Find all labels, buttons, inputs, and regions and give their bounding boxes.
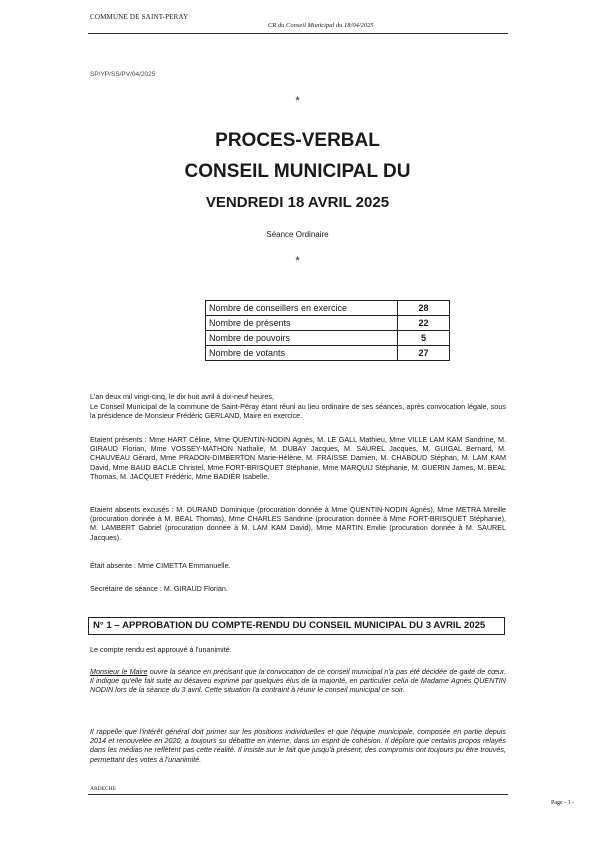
session-secretary: Secrétaire de séance : M. GIRAUD Florian. — [90, 584, 228, 593]
page-number: Page - 1 - — [551, 800, 575, 806]
table-row — [206, 331, 450, 346]
table-row — [206, 346, 450, 361]
star-ornament-top: * — [295, 95, 300, 107]
mayor-opening-paragraph — [90, 667, 506, 695]
absent-excused-members: Etaient absents excusés : M. DURAND Dominique (procuration donnée à Mme QUENTIN-NODIN Agnès), Mme METRA Mireille (procuration donnée à M. BEAL Thomas), Mme CHARLES Sandrine (procuration donnée à Mme FORT-BRISQUET Stéphanie), M. LAMBERT Gabriel (procuration donnée à M. LAM KAM David), Mme MARTIN Emilie (procuration donnée à M. SAUREL Jacques). — [90, 505, 506, 542]
mayor-second-paragraph: Il rappelle que l'intérêt général doit primer sur les positions individuelles et que l'équipe municipale, composée en partie depuis 2014 et renouvelée en 2020, a toujours su débattre en interne, dans un esprit de cohésion. Il déplore que certains propos relayés dans les médias ne reflètent pas cette réalité. Il insiste sur le fait que jusqu'à présent, des compromis ont toujours pu être trouvés, permettant des votes à l'unanimité. — [90, 727, 506, 764]
document-reference: CR du Conseil Municipal du 18/04/2025 — [268, 22, 374, 29]
stat-label: Nombre de conseillers en exercice — [206, 301, 398, 316]
stat-value: 28 — [398, 301, 450, 316]
footer-department: ARDECHE — [90, 786, 116, 792]
absent-member: Était absente : Mme CIMETTA Emmanuelle. — [90, 561, 231, 570]
title-line-3: VENDREDI 18 AVRIL 2025 — [205, 194, 390, 211]
section-heading: N° 1 – APPROBATION DU COMPTE-RENDU DU CONSEIL MUNICIPAL DU 3 AVRIL 2025 — [93, 620, 486, 631]
section-heading-box — [88, 617, 505, 635]
table-row — [206, 301, 450, 316]
present-members: Etaient présents : Mme HART Céline, Mme QUENTIN-NODIN Agnès, M. LE GALL Mathieu, Mme VILLE LAM KAM Sandrine, M. GIRAUD Florian, Mme VOSSEY-MATHON Nathalie, M. DUBAY Jacques, M. SAUREL Jacques, M. GUIGAL Bernard, M. CHAUVEAU Gérard, Mme PRADON-DIMBERTON Marie-Hélène, M. FRAISSE Damien, M. CHABOUD Stéphan, M. LAM KAM David, Mme BAUD BACLE Christel, Mme FORT-BRISQUET Stéphanie, Mme MARQUIJ Stéphanie, M. GUERIN James, M. BEAL Thomas, M. JACQUET Frédéric, Mme BADIER Isabelle. — [90, 435, 506, 481]
intro-line-1: L'an deux mil vingt-cinq, le dix huit avril à dix-neuf heures, — [90, 392, 274, 401]
stat-label: Nombre de pouvoirs — [206, 331, 398, 346]
table-row — [206, 316, 450, 331]
stat-label: Nombre de présents — [206, 316, 398, 331]
commune-name: COMMUNE DE SAINT-PERAY — [90, 13, 189, 21]
title-line-2: CONSEIL MUNICIPAL DU — [184, 161, 411, 182]
stat-value: 5 — [398, 331, 450, 346]
star-ornament-bottom: * — [295, 255, 300, 267]
attendance-table — [205, 300, 450, 361]
stat-value: 27 — [398, 346, 450, 361]
mayor-label: Monsieur le Maire — [90, 667, 148, 676]
footer-divider — [88, 794, 508, 795]
stat-label: Nombre de votants — [206, 346, 398, 361]
approval-statement: Le compte rendu est approuvé à l'unanimité. — [90, 645, 232, 654]
stat-value: 22 — [398, 316, 450, 331]
mayor-statement: ouvre la séance en précisant que la convocation de ce conseil municipal n'a pas été décidée de gaité de cœur. Il indique qu'elle fait suite au désaveu exprimé par quelques élus de la majorité, en particulier celui de Madame Agnès QUENTIN NODIN lors de la séance du 3 avril. Cette situation l'a contraint à réunir le conseil municipal ce soir. — [90, 667, 507, 695]
session-type: Séance Ordinaire — [266, 230, 329, 239]
header-divider — [88, 33, 508, 34]
intro-line-2: Le Conseil Municipal de la commune de Saint-Péray étant réuni au lieu ordinaire de ses séances, après convocation légale, sous la présidence de Monsieur Frédéric GERLAND, Maire en exercice. — [90, 402, 506, 421]
title-line-1: PROCES-VERBAL — [215, 130, 380, 151]
file-reference: SP/YP/SS/PV/04/2025 — [90, 71, 156, 78]
